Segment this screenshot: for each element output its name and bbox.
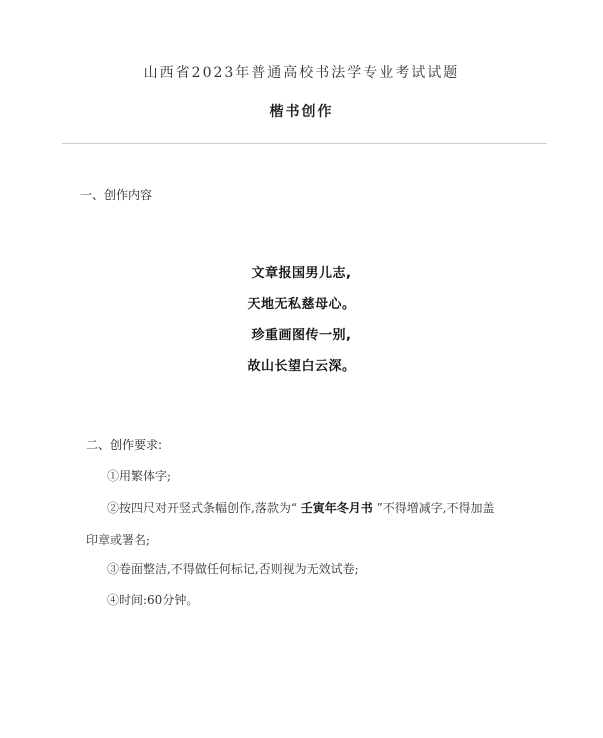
section-heading-requirements: 二、创作要求: — [86, 438, 163, 452]
requirement-2 — [107, 499, 495, 516]
poem-block — [0, 258, 603, 382]
exam-title: 山西省2023年普通高校书法学专业考试试题 — [143, 65, 460, 81]
poem-line: 文章报国男儿志, — [251, 266, 352, 281]
inscription-text: 壬寅年冬月书 — [300, 501, 373, 515]
requirement-3: ③卷面整洁,不得做任何标记,否则视为无效试卷; — [107, 562, 359, 576]
section-heading-content: 一、创作内容 — [80, 188, 153, 202]
poem-line: 天地无私慈母心。 — [247, 297, 356, 312]
requirement-2-continued: 印章或署名; — [86, 533, 151, 547]
requirement-1: ①用繁体字; — [107, 469, 172, 483]
requirement-4: ④时间:60分钟。 — [107, 593, 199, 607]
poem-line: 珍重画图传一别, — [251, 328, 352, 343]
header-divider — [62, 143, 547, 144]
requirement-2-text: ②按四尺对开竖式条幅创作,落款为“ — [107, 501, 301, 515]
requirement-2-text-end: ”不得增减字,不得加盖 — [372, 501, 495, 515]
exam-subtitle: 楷书创作 — [269, 104, 334, 120]
poem-line: 故山长望白云深。 — [247, 359, 356, 374]
